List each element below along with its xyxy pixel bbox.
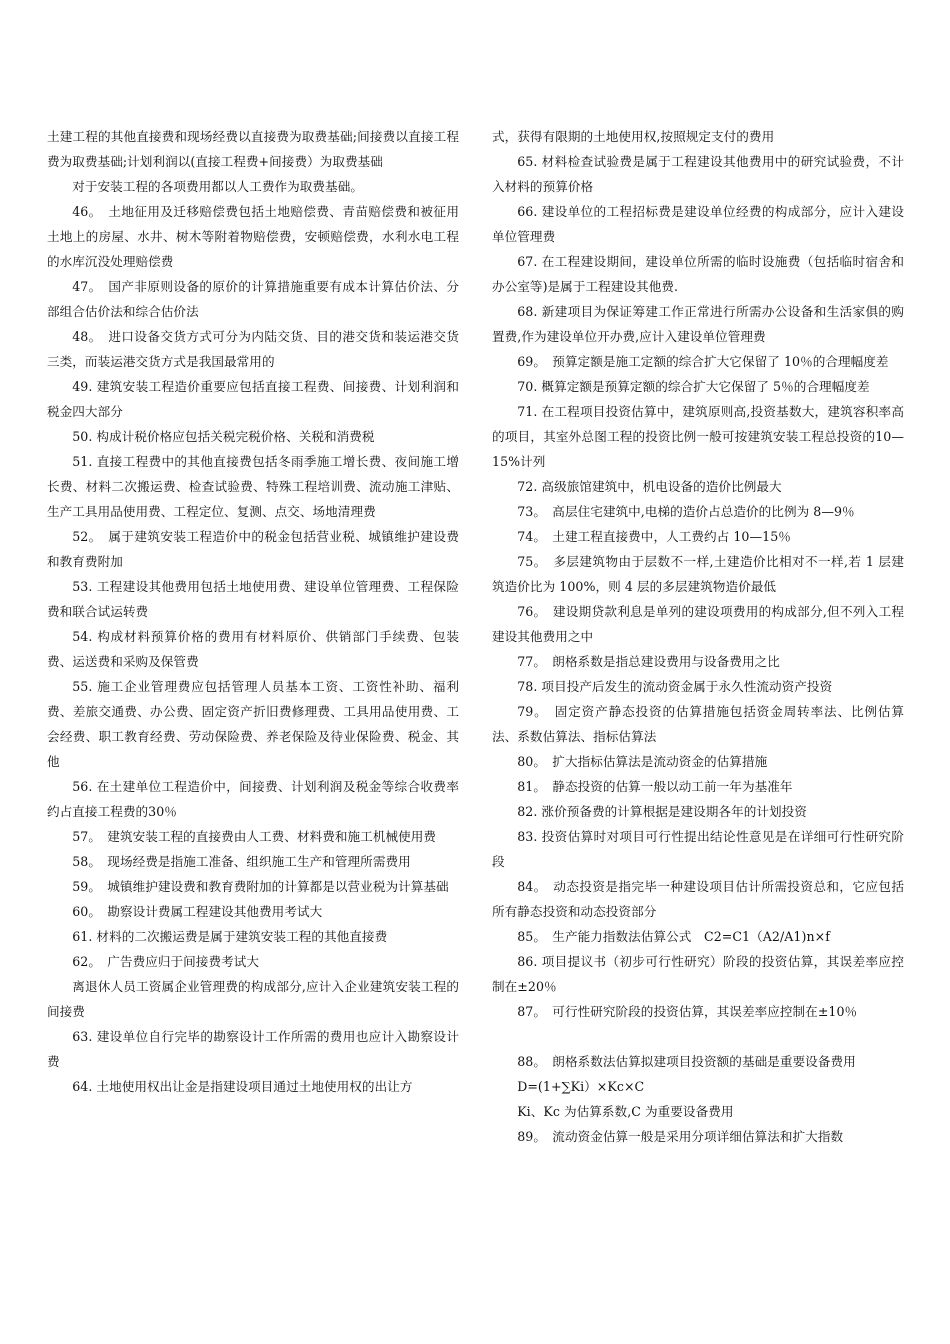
paragraph: 52。 属于建筑安装工程造价中的税金包括营业税、城镇维护建设费和教育费附加: [47, 529, 459, 569]
paragraph: 式，获得有限期的土地使用权,按照规定支付的费用: [492, 129, 775, 144]
left-column: [47, 124, 459, 1099]
paragraph: 62。 广告费应归于间接费考试大: [72, 954, 260, 969]
paragraph: 48。 进口设备交货方式可分为内陆交货、目的港交货和装运港交货三类，而装运港交货方式是我国最常用的: [47, 329, 459, 369]
paragraph: 47。 国产非原则设备的原价的计算措施重要有成本计算估价法、分部组合估价法和综合估价法: [47, 279, 459, 319]
paragraph: 64. 土地使用权出让金是指建设项目通过土地使用权的出让方: [72, 1079, 413, 1094]
paragraph: 81。 静态投资的估算一般以动工前一年为基准年: [517, 779, 793, 794]
paragraph: 77。 朗格系数是指总建设费用与设备费用之比: [517, 654, 780, 669]
paragraph: 73。 高层住宅建筑中,电梯的造价占总造价的比例为 8—9％: [517, 504, 855, 519]
paragraph: 84。 动态投资是指完毕一种建设项目估计所需投资总和，它应包括所有静态投资和动态投资部分: [492, 879, 904, 919]
paragraph: 土建工程的其他直接费和现场经费以直接费为取费基础;间接费以直接工程费为取费基础;计划利润以(直接工程费+间接费）为取费基础: [47, 129, 459, 169]
paragraph: 71. 在工程项目投资估算中，建筑原则高,投资基数大，建筑容积率高的项目，其室外总图工程的投资比例一般可按建筑安装工程总投资的10—15%计列: [492, 404, 904, 469]
paragraph: 88。 朗格系数法估算拟建项目投资额的基础是重要设备费用: [517, 1054, 856, 1069]
paragraph: 67. 在工程建设期间，建设单位所需的临时设施费（包括临时宿舍和办公室等)是属于工程建设其他费.: [492, 254, 904, 294]
paragraph: 75。 多层建筑物由于层数不一样,土建造价比相对不一样,若 1 层建筑造价比为 100%，则 4 层的多层建筑物造价最低: [492, 554, 904, 594]
paragraph: 对于安装工程的各项费用都以人工费作为取费基础。: [72, 179, 363, 194]
paragraph: 57。 建筑安装工程的直接费由人工费、材料费和施工机械使用费: [72, 829, 437, 844]
paragraph: 74。 土建工程直接费中，人工费约占 10—15％: [517, 529, 791, 544]
paragraph: 82. 涨价预备费的计算根据是建设期各年的计划投资: [517, 804, 807, 819]
paragraph: 65. 材料检查试验费是属于工程建设其他费用中的研究试验费，不计入材料的预算价格: [492, 154, 904, 194]
paragraph: 53. 工程建设其他费用包括土地使用费、建设单位管理费、工程保险费和联合试运转费: [47, 579, 459, 619]
paragraph: 68. 新建项目为保证筹建工作正常进行所需办公设备和生活家俱的购置费,作为建设单位开办费,应计入建设单位管理费: [492, 304, 904, 344]
paragraph: 86. 项目提议书（初步可行性研究）阶段的投资估算，其误差率应控制在±20％: [492, 954, 904, 994]
paragraph: 89。 流动资金估算一般是采用分项详细估算法和扩大指数: [517, 1129, 844, 1144]
paragraph: 60。 勘察设计费属工程建设其他费用考试大: [72, 904, 323, 919]
paragraph: 79。 固定资产静态投资的估算措施包括资金周转率法、比例估算法、系数估算法、指标估算法: [492, 704, 904, 744]
paragraph: 49. 建筑安装工程造价重要应包括直接工程费、间接费、计划利润和税金四大部分: [47, 379, 459, 419]
paragraph: 56. 在土建单位工程造价中，间接费、计划利润及税金等综合收费率约占直接工程费的30％: [47, 779, 459, 819]
paragraph: 59。 城镇维护建设费和教育费附加的计算都是以营业税为计算基础: [72, 879, 449, 894]
paragraph: Ki、Kc 为估算系数,C 为重要设备费用: [517, 1104, 734, 1119]
paragraph: 66. 建设单位的工程招标费是建设单位经费的构成部分，应计入建设单位管理费: [492, 204, 904, 244]
paragraph: 55. 施工企业管理费应包括管理人员基本工资、工资性补助、福利费、差旅交通费、办公费、固定资产折旧费修理费、工具用品使用费、工会经费、职工教育经费、劳动保险费、养老保险及待业保险费、税金、其他: [47, 679, 459, 769]
right-column: [492, 124, 904, 1149]
paragraph: 61. 材料的二次搬运费是属于建筑安装工程的其他直接费: [72, 929, 388, 944]
paragraph: 78. 项目投产后发生的流动资金属于永久性流动资产投资: [517, 679, 833, 694]
paragraph: 87。 可行性研究阶段的投资估算，其误差率应控制在±10％: [517, 1004, 858, 1019]
paragraph: 69。 预算定额是施工定额的综合扩大它保留了 10％的合理幅度差: [517, 354, 889, 369]
paragraph: 离退休人员工资属企业管理费的构成部分,应计入企业建筑安装工程的间接费: [47, 979, 459, 1019]
paragraph: 46。 土地征用及迁移赔偿费包括土地赔偿费、青苗赔偿费和被征用土地上的房屋、水井、树木等附着物赔偿费，安顿赔偿费，水利水电工程的水库沉没处理赔偿费: [47, 204, 459, 269]
paragraph: 50. 构成计税价格应包括关税完税价格、关税和消费税: [72, 429, 375, 444]
paragraph: 58。 现场经费是指施工准备、组织施工生产和管理所需费用: [72, 854, 411, 869]
paragraph: 85。 生产能力指数法估算公式 C2=C1（A2/A1)n×f: [517, 929, 830, 944]
formula: D=(1+∑Ki）×Kc×C: [517, 1079, 645, 1094]
paragraph: 72. 高级旅馆建筑中，机电设备的造价比例最大: [517, 479, 782, 494]
paragraph: 80。 扩大指标估算法是流动资金的估算措施: [517, 754, 768, 769]
paragraph: 83. 投资估算时对项目可行性提出结论性意见是在详细可行性研究阶段: [492, 829, 904, 869]
paragraph: 63. 建设单位自行完毕的勘察设计工作所需的费用也应计入勘察设计费: [47, 1029, 459, 1069]
paragraph: 54. 构成材料预算价格的费用有材料原价、供销部门手续费、包装费、运送费和采购及保管费: [47, 629, 459, 669]
paragraph: 70. 概算定额是预算定额的综合扩大它保留了 5％的合理幅度差: [517, 379, 870, 394]
paragraph: 76。 建设期贷款利息是单列的建设项费用的构成部分,但不列入工程建设其他费用之中: [492, 604, 904, 644]
paragraph: 51. 直接工程费中的其他直接费包括冬雨季施工增长费、夜间施工增长费、材料二次搬运费、检查试验费、特殊工程培训费、流动施工津贴、生产工具用品使用费、工程定位、复测、点交、场地清理费: [47, 454, 459, 519]
